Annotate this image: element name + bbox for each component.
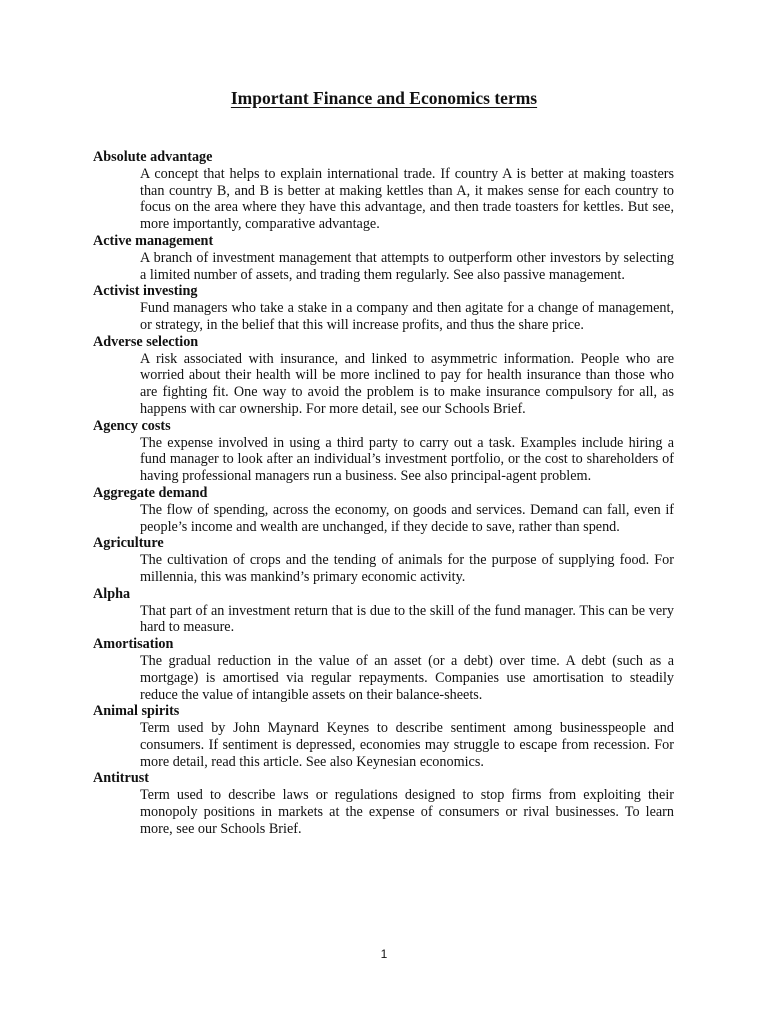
- glossary-term-definition: The gradual reduction in the value of an asset (or a debt) over time. A debt (such as a mortgage) is amortised via regular repayments. Companies use amortisation to steadily reduce the value of intangible assets on their balance-sheets.: [140, 652, 674, 703]
- glossary-term-name: Active management: [93, 232, 214, 249]
- glossary-term-definition: A concept that helps to explain international trade. If country A is better at making toasters than country B, and B is better at making kettles than A, it makes sense for each country to focus on the area where they have this advantage, and then trade toasters for kettles. But see, more importantly, comparative advantage.: [140, 165, 674, 233]
- glossary-term-name: Animal spirits: [93, 703, 180, 720]
- glossary-entry: [93, 149, 674, 233]
- glossary-entry: [93, 703, 674, 770]
- glossary-term-definition: Term used by John Maynard Keynes to describe sentiment among businesspeople and consumers. If sentiment is depressed, economies may struggle to escape from recession. For more detail, read this article. See also Keynesian economics.: [140, 720, 674, 770]
- glossary-term-name: Agency costs: [93, 417, 171, 434]
- glossary-entry: [93, 770, 674, 837]
- glossary-term-definition: A branch of investment management that attempts to outperform other investors by selecting a limited number of assets, and trading them regularly. See also passive management.: [140, 249, 674, 283]
- glossary-term-definition: Fund managers who take a stake in a company and then agitate for a change of management, or strategy, in the belief that this will increase profits, and thus the share price.: [140, 300, 674, 333]
- glossary-term-definition: The expense involved in using a third party to carry out a task. Examples include hiring a fund manager to look after an individual’s investment portfolio, or the cost to shareholders of having professional managers run a business. See also principal-agent problem.: [140, 434, 674, 485]
- glossary-entry: [93, 485, 674, 535]
- glossary-entry: [93, 283, 674, 333]
- document-title-text: Important Finance and Economics terms: [230, 88, 538, 108]
- page-number: 1: [380, 947, 388, 961]
- glossary-term-definition: The cultivation of crops and the tending of animals for the purpose of supplying food. For millennia, this was mankind’s primary economic activity.: [140, 552, 674, 585]
- glossary-term-name: Antitrust: [93, 770, 149, 787]
- glossary-entry: [93, 586, 674, 636]
- glossary-term-name: Aggregate demand: [93, 484, 208, 501]
- glossary-entry: [93, 535, 674, 585]
- glossary-term-name: Activist investing: [93, 283, 198, 300]
- glossary-term-name: Alpha: [93, 585, 131, 602]
- glossary-entry: [93, 334, 674, 418]
- document-title: [0, 88, 768, 109]
- glossary-term-definition: Term used to describe laws or regulations designed to stop firms from exploiting their monopoly positions in markets at the expense of consumers or rival businesses. To learn more, see our Schools Brief.: [140, 787, 674, 837]
- glossary-entry: [93, 636, 674, 703]
- glossary-term-definition: The flow of spending, across the economy, on goods and services. Demand can fall, even if people’s income and wealth are unchanged, if they decide to save, rather than spend.: [140, 501, 674, 535]
- glossary-term-name: Amortisation: [93, 636, 174, 653]
- glossary-term-definition: A risk associated with insurance, and linked to asymmetric information. People who are worried about their health will be more inclined to pay for health insurance than those who are fighting fit. One way to avoid the problem is to make insurance compulsory for all, as happens with car ownership. For more detail, see our Schools Brief.: [140, 350, 674, 417]
- glossary-term-name: Agriculture: [93, 535, 164, 552]
- glossary-term-name: Absolute advantage: [93, 149, 213, 165]
- glossary-entry: [93, 418, 674, 485]
- glossary-term-name: Adverse selection: [93, 333, 199, 350]
- glossary-term-definition: That part of an investment return that is due to the skill of the fund manager. This can be very hard to measure.: [140, 602, 674, 636]
- glossary-entry: [93, 233, 674, 283]
- glossary-term-list: [93, 149, 674, 838]
